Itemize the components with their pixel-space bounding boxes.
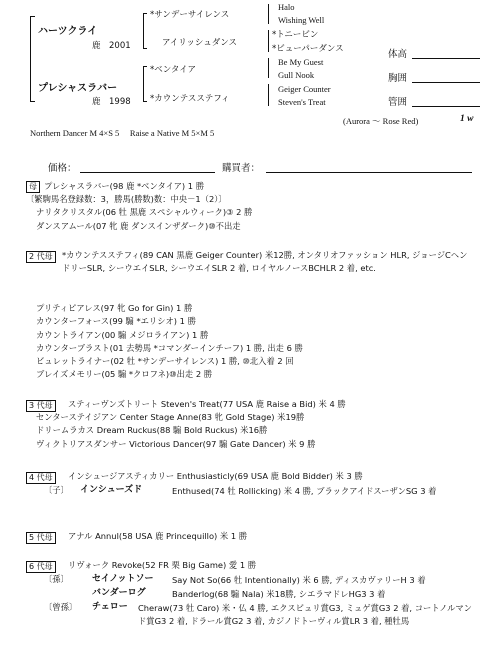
gen-line: ブレイズメモリー(05 騸 *クロフネ)⑩出走 2 勝	[36, 369, 213, 380]
gen-6-greatgrandchild-desc	[138, 602, 476, 629]
dd-dam: Steven's Treat	[278, 97, 326, 107]
field-height-label: 体高	[388, 49, 408, 60]
gen-2-first	[62, 249, 474, 276]
sd-dam: *ビューパーダンス	[272, 44, 344, 54]
ss-sire: Halo	[278, 2, 295, 12]
buyer-label: 購買者：	[222, 163, 261, 174]
sd-sire: *トニービン	[272, 30, 319, 40]
gen-line: Cheraw(73 牡 Caro) 米・仏 4 勝, エクスビュリ賞G3, ミュゲ賞G3 2 着, コートノルマンド賞G3 2 着, ドラール賞G2 3 着, カジノドトーヴィル賞LR 3 着, 種牡馬	[138, 603, 472, 627]
gen-line: アナル Annul(58 USA 鹿 Princequillo) 米 1 勝	[68, 531, 248, 541]
gen-line: スティーヴンズトリート Steven's Treat(77 USA 鹿 Raise a Bid) 米 4 勝	[68, 399, 346, 409]
gen-6-grandchild-1-name: セイノットソー	[92, 574, 154, 584]
ss-dam: Wishing Well	[278, 15, 325, 25]
field-chest-label: 胸囲	[388, 73, 408, 84]
dam-info: 鹿 1998	[92, 97, 131, 107]
bracket-line	[30, 16, 31, 102]
gen-4-label: 〔子〕	[44, 485, 69, 495]
field-chest-line	[412, 82, 480, 83]
field-cannon-line	[412, 106, 480, 107]
gen-6-grandchild-1-desc: Say Not So(66 牡 Intentionally) 米 6 勝, ディスカヴァリーH 3 着	[172, 575, 426, 585]
dam-sire: *ベンタイア	[150, 65, 196, 75]
field-height-line	[412, 58, 480, 59]
gen-line: ドリームラカス Dream Ruckus(88 騸 Bold Ruckus) 米16勝	[36, 425, 268, 436]
gen-line: *カウンテスステフィ(89 CAN 黒鹿 Geiger Counter) 米12勝, オンタリオファッション HLR, ジョージCヘンドリーSLR, シーウエイSLR, シーウエイSLR 2 着, ロイヤルノースBCHLR 2 着, etc.	[62, 250, 468, 274]
dd-sire: Geiger Counter	[278, 84, 331, 94]
gen-6-grandchild-2-name: バンダーログ	[92, 588, 146, 598]
gen-badge: 母	[26, 181, 40, 193]
gen-line: Enthused(74 牡 Rollicking) 米 4 勝, ブラックアイドスーザンSG 3 着	[172, 486, 437, 496]
gen-line: インシュージアスティカリー Enthusiasticly(69 USA 鹿 Bold Bidder) 米 3 勝	[68, 471, 363, 481]
gen-line: カウントライアン(00 騸 メジロライアン) 1 勝	[36, 329, 209, 340]
field-cannon-label: 管囲	[388, 97, 408, 108]
gen-badge: 4 代母	[26, 472, 56, 484]
dam-name: プレシャスラバー	[38, 83, 118, 94]
sire-info: 鹿 2001	[92, 41, 131, 51]
ds-sire: Be My Guest	[278, 57, 324, 67]
gen-line: カウンターブラスト(01 去勢馬 *コマンダーインチーフ) 1 勝, 出走 6 勝	[36, 342, 303, 353]
gen-line: 〔繁駒馬名登録数：3，勝馬(勝数)数：中央－1（2）〕	[26, 194, 227, 204]
family-number: 1 w	[460, 114, 474, 124]
gen-line: プレシャスラバー(98 鹿 *ベンタイア) 1 勝	[44, 181, 205, 191]
gen-badge: 3 代母	[26, 400, 56, 412]
gen-line: カウンターフォース(99 騸 *エリシオ) 1 勝	[36, 316, 196, 327]
gen-line: ヴィクトリアスダンサー Victorious Dancer(97 騸 Gate Dancer) 米 9 勝	[36, 438, 316, 449]
gen-line: リヴォーク Revoke(52 FR 栗 Big Game) 愛 1 勝	[68, 560, 257, 570]
gen-1-more	[26, 193, 252, 233]
price-label: 価格：	[48, 163, 77, 174]
family-name: (Aurora ～ Rose Red)	[343, 116, 419, 126]
ds-dam: Gull Nook	[278, 70, 315, 80]
gen-2-more	[36, 302, 303, 382]
sire-dam: アイリッシュダンス	[162, 38, 238, 48]
gen-line: ビュレットライナー(02 牡 *サンデーサイレンス) 1 勝, ⑩北入着 2 回	[36, 356, 294, 367]
gen-badge: 6 代母	[26, 561, 56, 573]
gen-6-first	[68, 559, 256, 572]
price-line[interactable]	[80, 172, 215, 173]
gen-1-block	[44, 180, 204, 193]
gen-4-child-name: インシューズド	[80, 485, 143, 495]
gen-6-greatgrandchild-label: 〔曾孫〕	[44, 602, 78, 612]
dam-dam: *カウンテスステフィ	[150, 94, 230, 104]
gen-line: ダンスアムール(07 牝 鹿 ダンスインザダーク)⑩不出走	[36, 220, 241, 231]
gen-3-more	[36, 411, 315, 451]
gen-6-greatgrandchild-name: チェロー	[92, 602, 128, 612]
sire-sire: *サンデーサイレンス	[150, 10, 230, 20]
gen-4-child-desc	[172, 485, 472, 498]
sire-name: ハーツクライ	[38, 26, 98, 37]
gen-line: プリティピアレス(97 牝 Go for Gin) 1 勝	[36, 303, 193, 313]
gen-3-first	[68, 398, 346, 411]
gen-line: ナリタクリスタル(06 牡 黒鹿 スペシャルウィーク)③ 2 勝	[36, 207, 253, 218]
gen-badge: 2 代母	[26, 251, 56, 263]
gen-line: センターステイジアン Center Stage Anne(83 牝 Gold Stage) 米19勝	[36, 412, 305, 422]
buyer-line[interactable]	[266, 172, 472, 173]
gen-6-grandchild-label: 〔孫〕	[44, 574, 69, 584]
gen-badge: 5 代母	[26, 532, 56, 544]
gen-6-grandchild-2-desc: Banderlog(68 騸 Nala) 米18勝, シエラマドレHG3 3 着	[172, 589, 386, 599]
inbreeding: Northern Dancer M 4×S 5 Raise a Native M 5×M 5	[30, 128, 215, 138]
gen-4-first	[68, 470, 363, 483]
gen-5-first	[68, 530, 247, 543]
